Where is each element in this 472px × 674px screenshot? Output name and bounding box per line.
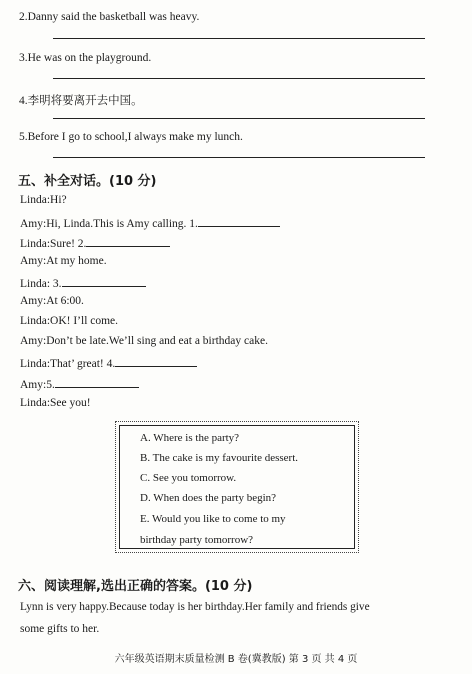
option-d: D. When does the party begin?: [140, 492, 277, 504]
dialogue-text: Linda:That’ great! 4.: [20, 358, 116, 370]
dialogue-line-blank-5: [20, 376, 139, 391]
dialogue-line-blank-1: [20, 215, 280, 230]
blank-5: [55, 376, 139, 388]
dialogue-line: Amy:At 6:00.: [20, 295, 84, 307]
dialogue-text: Linda:Sure! 2.: [20, 238, 87, 250]
answer-line-3: [53, 78, 425, 79]
page-footer: 六年级英语期末质量检测 B 卷(冀教版) 第 3 页 共 4 页: [114, 654, 358, 665]
dialogue-text: Amy:Hi, Linda.This is Amy calling. 1.: [20, 218, 198, 230]
dialogue-line: Linda:OK! I’ll come.: [20, 315, 119, 327]
dialogue-line-blank-4: [20, 355, 197, 370]
option-c: C. See you tomorrow.: [140, 472, 237, 484]
section-5-heading: 五、补全对话。(10 分): [18, 174, 157, 189]
blank-3: [62, 275, 146, 287]
blank-4: [115, 355, 197, 367]
blank-1: [198, 215, 280, 227]
question-4: 4.李明将要离开去中国。: [19, 95, 143, 107]
dialogue-line: Amy:Don’t be late.We’ll sing and eat a birthday cake.: [20, 335, 268, 347]
option-e-continued: birthday party tomorrow?: [140, 534, 254, 546]
section-6-heading: 六、阅读理解,选出正确的答案。(10 分): [18, 579, 253, 594]
answer-line-5: [53, 157, 425, 158]
dialogue-line-blank-2: [20, 235, 170, 250]
dialogue-line-blank-3: [20, 275, 146, 290]
option-e: E. Would you like to come to my: [140, 513, 286, 525]
passage-line-2: some gifts to her.: [20, 623, 100, 635]
answer-line-4: [53, 118, 425, 119]
dialogue-text: Linda: 3.: [20, 278, 62, 290]
dialogue-line: Linda:See you!: [20, 397, 91, 409]
passage-line-1: Lynn is very happy.Because today is her birthday.Her family and friends give: [20, 601, 370, 613]
question-5: 5.Before I go to school,I always make my lunch.: [19, 131, 243, 143]
option-b: B. The cake is my favourite dessert.: [140, 452, 299, 464]
dialogue-line: Linda:Hi?: [20, 194, 67, 206]
dialogue-text: Amy:5.: [20, 379, 55, 391]
option-a: A. Where is the party?: [140, 432, 240, 444]
question-2: 2.Danny said the basketball was heavy.: [19, 11, 200, 23]
dialogue-line: Amy:At my home.: [20, 255, 107, 267]
question-3: 3.He was on the playground.: [19, 52, 152, 64]
answer-line-2: [53, 38, 425, 39]
blank-2: [86, 235, 170, 247]
